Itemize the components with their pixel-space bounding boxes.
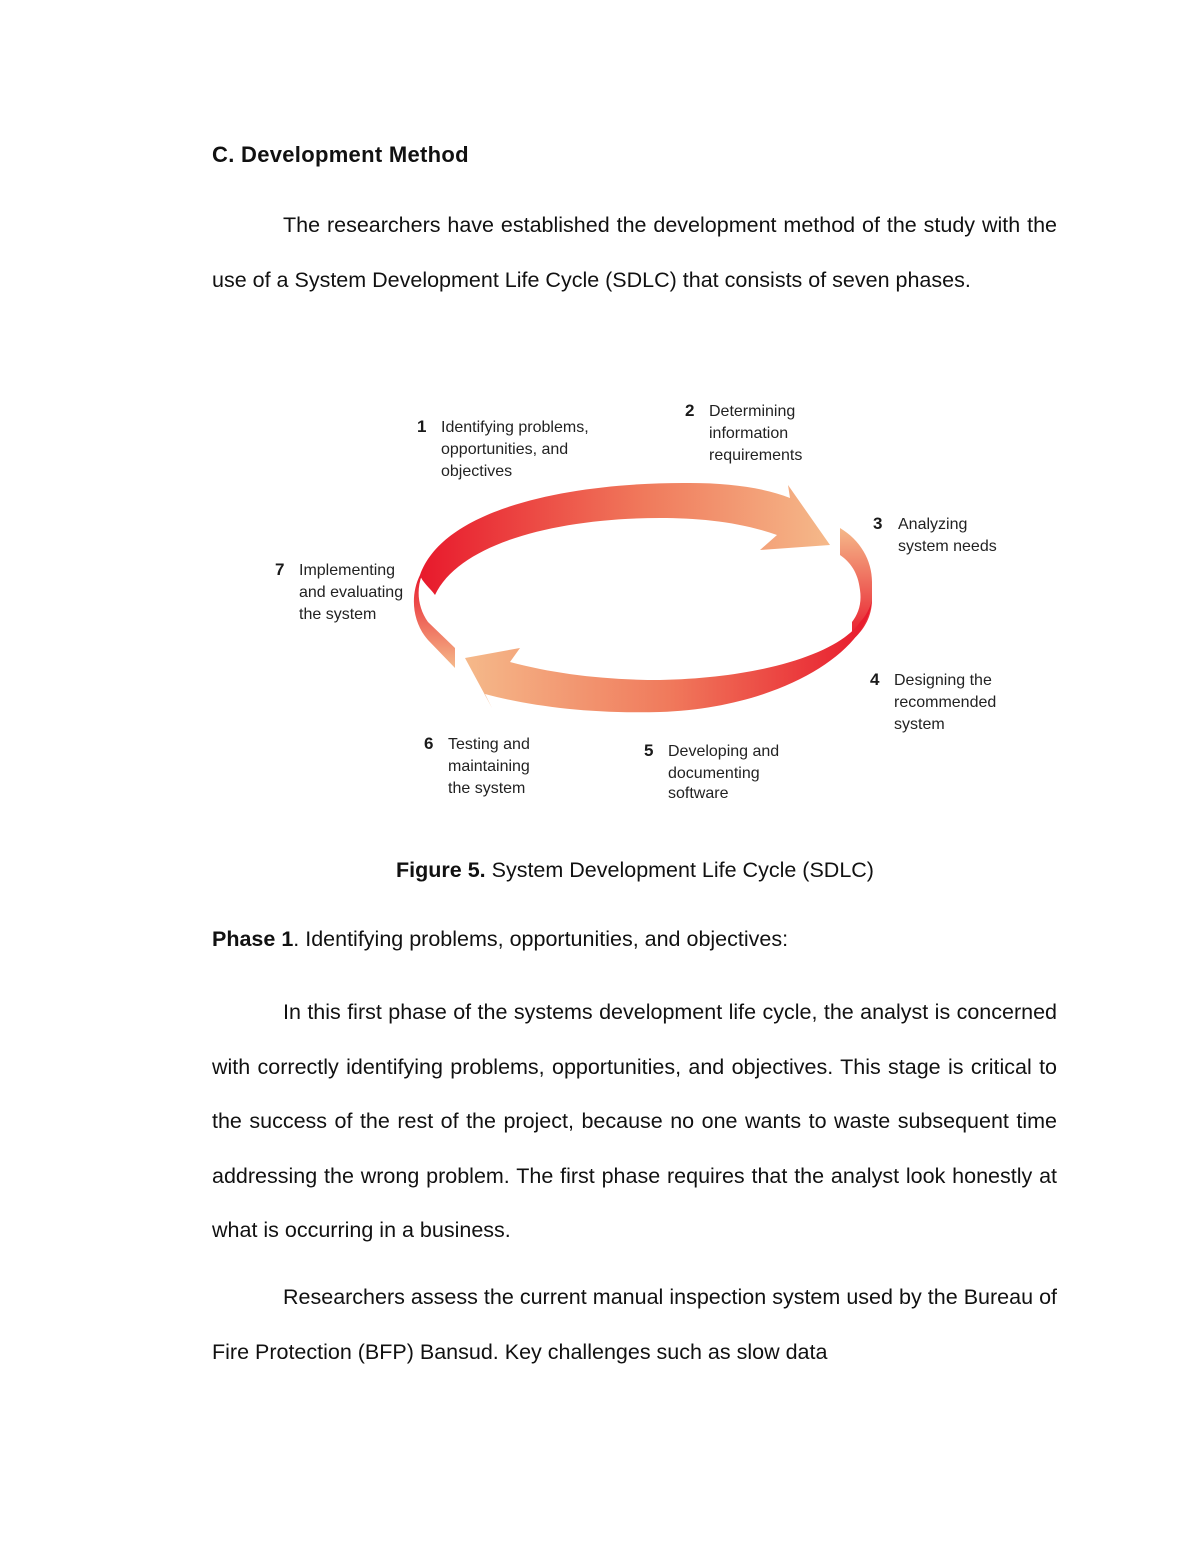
svg-text:information: information [709,425,789,442]
svg-text:objectives: objectives [441,463,513,480]
cycle-bottom-arrow [465,600,872,712]
step-2-label [685,401,802,464]
step-4-label [870,670,996,733]
phase-1-paragraph-2: Researchers assess the current manual inspection system used by the Bureau of Fire Protection (BFP) Bansud. Key challenges such as slow data [212,1285,1057,1364]
cycle-top-arrow [420,483,830,595]
svg-text:7: 7 [275,560,285,579]
svg-text:2: 2 [685,401,695,420]
phase-1-label: Phase 1 [212,927,294,951]
svg-text:Testing and: Testing and [448,736,530,753]
svg-text:Designing the: Designing the [894,672,992,689]
svg-text:recommended: recommended [894,694,997,711]
svg-text:system needs: system needs [898,538,997,555]
svg-text:5: 5 [644,741,654,760]
svg-text:Analyzing: Analyzing [898,516,968,533]
svg-text:4: 4 [870,670,880,689]
section-heading: C. Development Method [212,142,469,167]
step-3-label [873,514,997,555]
svg-text:the system: the system [299,606,377,623]
phase-1-title-text: . Identifying problems, opportunities, and objectives: [293,927,789,951]
phase-1-title [212,927,788,952]
cycle-right-edge [840,528,872,640]
step-7-label [275,560,403,623]
svg-text:6: 6 [424,734,434,753]
svg-text:system: system [894,716,945,733]
phase-1-paragraph-1: In this first phase of the systems development life cycle, the analyst is concerned with correctly identifying problems, opportunities, and objectives. This stage is critical to the success of the rest of the project, because no one wants to waste subsequent time addressing the wrong problem. The first phase requires that the analyst look honestly at what is occurring in a business. [212,1000,1057,1242]
svg-text:requirements: requirements [709,447,803,464]
intro-paragraph: The researchers have established the development method of the study with the use of a System Development Life Cycle (SDLC) that consists of seven phases. [212,213,1057,292]
svg-text:Identifying problems,: Identifying problems, [441,419,589,436]
svg-text:software: software [668,785,729,802]
svg-text:Developing and: Developing and [668,743,780,760]
svg-text:opportunities, and: opportunities, and [441,441,569,458]
svg-text:documenting: documenting [668,765,760,782]
svg-text:1: 1 [417,417,427,436]
svg-text:maintaining: maintaining [448,758,530,775]
step-5-label [644,741,779,802]
step-1-label [417,417,589,480]
step-6-label [424,734,530,797]
figure-caption-text: System Development Life Cycle (SDLC) [485,858,874,882]
svg-text:and evaluating: and evaluating [299,584,404,601]
svg-text:Determining: Determining [709,403,796,420]
svg-text:3: 3 [873,514,883,533]
figure-caption [0,858,1200,883]
sdlc-cycle-diagram [260,390,1020,810]
svg-text:the system: the system [448,780,526,797]
svg-text:Implementing: Implementing [299,562,396,579]
figure-label: Figure 5. [396,858,486,882]
